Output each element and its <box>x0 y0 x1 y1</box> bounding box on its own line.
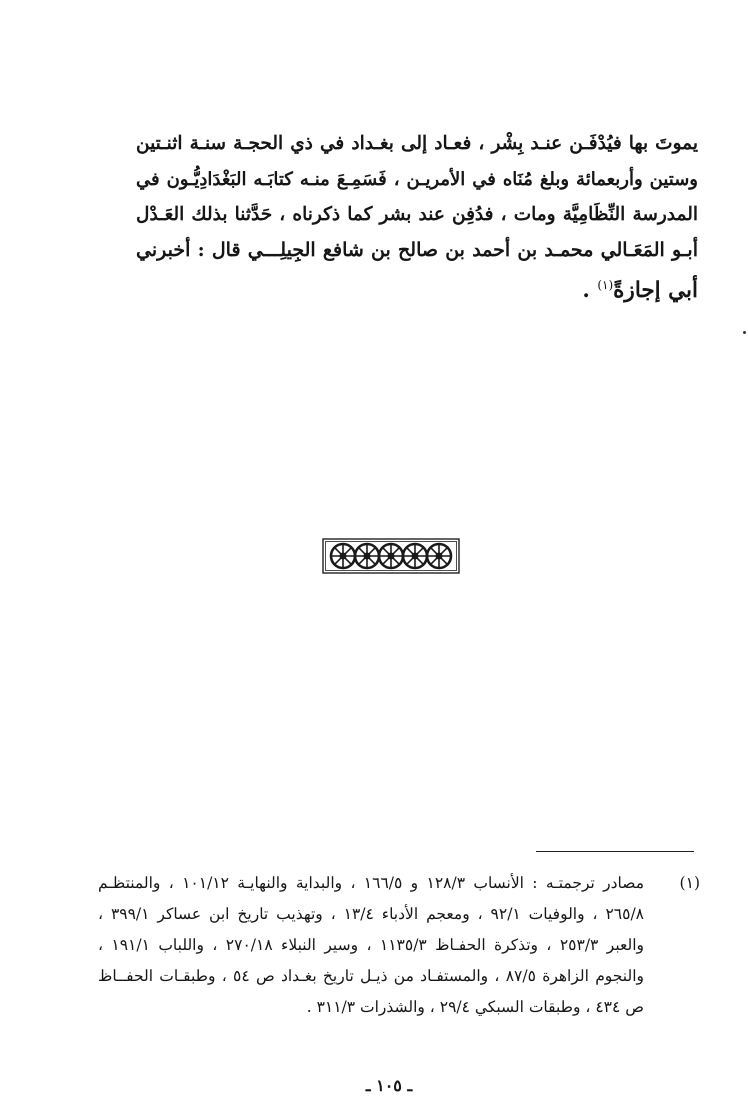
footnote-line: والنجوم الزاهرة ٨٧/٥ ، والمستفـاد من ذيـل تاريخ بغـداد ص ٥٤ ، وطبقـات الحفــاظ <box>98 967 645 985</box>
footnote-line: مصادر ترجمتـه : الأنساب ١٢٨/٣ و ١٦٦/٥ ، والبداية والنهايـة ١٠١/١٢ ، والمنتظـم <box>98 874 645 892</box>
footnote-reference[interactable]: (١) <box>597 278 614 292</box>
margin-dot <box>743 331 746 334</box>
footnote-line: والعبر ٢٥٣/٣ ، وتذكرة الحفـاظ ١١٣٥/٣ ، وسير النبلاء ٢٧٠/١٨ ، واللباب ١٩١/١ ، <box>98 936 644 954</box>
text-line: المدرسة النِّظَامِيَّة ومات ، فدُفِن عند بشر كما ذكرناه ، حَدَّثنا بذلك العَـدْل <box>136 204 698 225</box>
footnote-line: ص ٤٣٤ ، وطبقات السبكي ٢٩/٤ ، والشذرات ٣١١/٣ . <box>306 998 644 1016</box>
ornament-divider-icon <box>322 537 460 575</box>
text-line-last <box>136 268 698 309</box>
page-number: ـ ١٠٥ ـ <box>365 1076 413 1095</box>
text-line: أبـو المَعَـالي محمـد بن أحمد بن صالح بن شافع الجِيلِـــي قال : أخبرني <box>136 238 698 261</box>
footnote <box>98 868 700 1023</box>
footnote-separator <box>536 851 694 852</box>
footnote-line: ٢٦٥/٨ ، والوفيات ٩٢/١ ، ومعجم الأدباء ١٣/٤ ، وتهذيب تاريخ ابن عساكر ٣٩٩/١ ، <box>98 905 644 923</box>
main-text <box>136 126 698 309</box>
text-line: وستين وأربعمائة وبلغ مُنَاه في الأمريـن ، فَسَمِـعَ منـه كتابَـه البَغْدَادِيُّـون في <box>136 168 698 190</box>
text-line-start: أبي إجازةً <box>613 278 698 304</box>
footnote-text <box>98 868 644 1023</box>
text-line: يموتَ بها فيُدْفَـن عنـد بِشْر ، فعـاد إلى بغـداد في ذي الحجـة سنـة اثنـتين <box>136 133 698 154</box>
footnote-number: (١) <box>679 874 700 892</box>
line-end-punctuation: . <box>582 278 598 304</box>
